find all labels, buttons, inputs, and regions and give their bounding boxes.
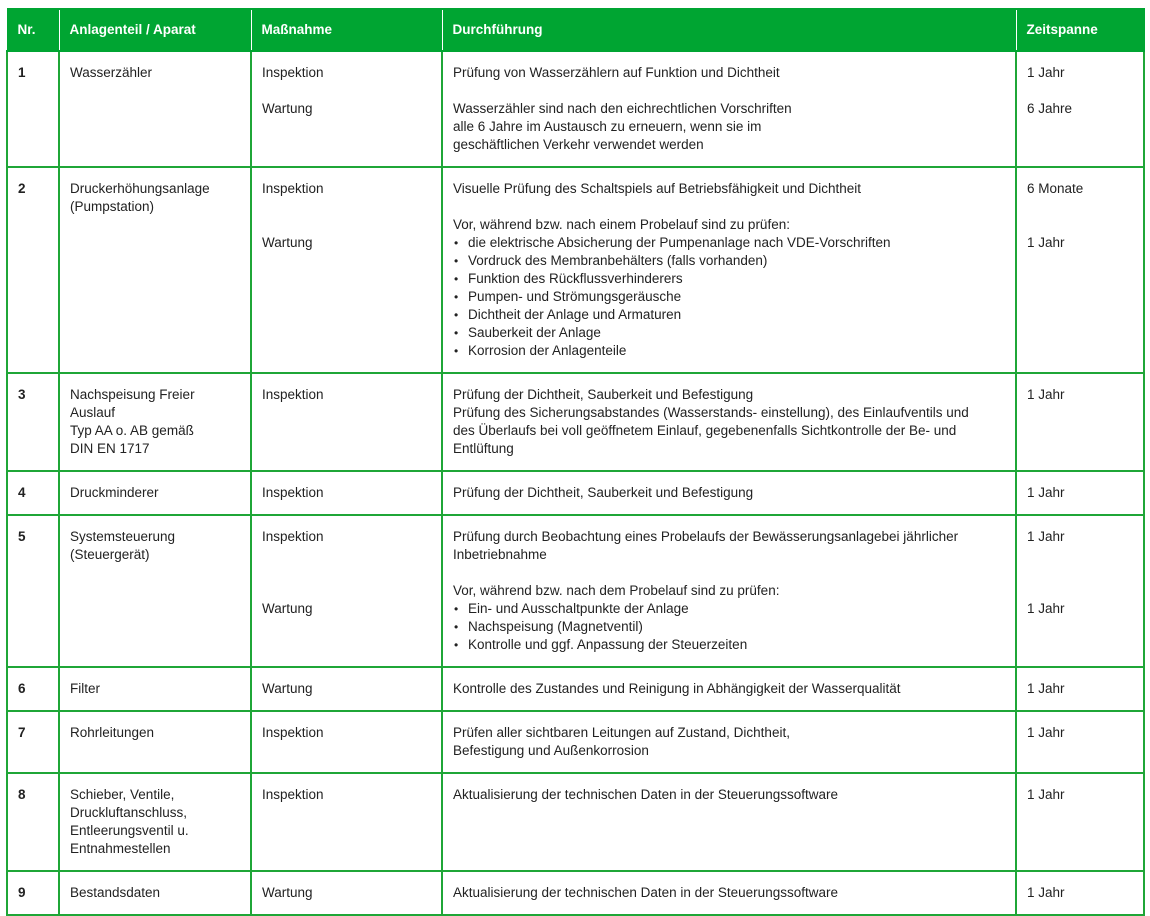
cell-period [1016,471,1144,515]
part-text [70,774,240,870]
cell-execution [442,515,1016,667]
cell-measure [251,373,442,471]
measure-block [262,582,431,654]
cell-execution [442,373,1016,471]
measure-list [262,516,431,666]
bullet-item: • Ein- und Ausschaltpunkte der Anlage [453,600,1005,618]
cell-part [59,773,251,871]
execution-line: Prüfung von Wasserzählern auf Funktion und Dichtheit [453,65,780,80]
bullet-item: • Dichtheit der Anlage und Armaturen [453,306,1005,324]
gap [262,198,431,216]
cell-execution [442,471,1016,515]
part-line: Systemsteuerung [70,529,176,544]
part-text [70,168,240,228]
cell-nr [7,711,59,773]
part-text [70,712,240,754]
period-value: 1 Jahr [1027,681,1065,696]
gap [1027,198,1133,216]
spacer [1027,582,1133,600]
bullet-item: • Kontrolle und ggf. Anpassung der Steuerzeiten [453,636,1005,654]
cell-part [59,51,251,167]
row-number: 8 [18,787,26,802]
execution-block [453,386,1005,458]
measure-list [262,374,431,470]
execution-block [453,724,1005,760]
period-block [1027,386,1133,458]
execution-line: Visuelle Prüfung des Schaltspiels auf Betriebsfähigkeit und Dichtheit [453,181,861,196]
row-number: 5 [18,529,26,544]
execution-line: Prüfen aller sichtbaren Leitungen auf Zustand, Dichtheit, [453,725,790,740]
period-value: 6 Monate [1027,181,1084,196]
period-list [1027,472,1133,514]
period-list [1027,516,1133,666]
table-header [7,9,1144,51]
part-text [70,472,240,514]
cell-measure [251,711,442,773]
cell-part [59,167,251,373]
cell-execution [442,711,1016,773]
cell-execution [442,51,1016,167]
cell-part [59,667,251,711]
part-line: Druckluftanschluss, [70,805,188,820]
bullet-list [453,234,1005,360]
period-list [1027,52,1133,166]
part-line: Typ AA o. AB gemäß [70,423,194,438]
execution-block [453,180,1005,198]
table-row [7,773,1144,871]
cell-nr [7,167,59,373]
measure-list [262,52,431,166]
spacer [262,582,431,600]
measure-label: Inspektion [262,181,324,196]
cell-measure [251,667,442,711]
period-list [1027,168,1133,372]
row-number: 6 [18,681,26,696]
execution-line: geschäftlichen Verkehr verwendet werden [453,137,704,152]
cell-measure [251,773,442,871]
execution-list [453,472,1005,514]
cell-measure [251,515,442,667]
spacer [1027,216,1133,234]
gap [453,198,1005,216]
measure-list [262,472,431,514]
period-block [1027,64,1133,82]
bullet-item: • Nachspeisung (Magnetventil) [453,618,1005,636]
cell-part [59,711,251,773]
cell-measure [251,471,442,515]
execution-line: Prüfung der Dichtheit, Sauberkeit und Befestigung [453,387,754,402]
bullet-item: • Pumpen- und Strömungsgeräusche [453,288,1005,306]
measure-label: Inspektion [262,529,324,544]
cell-part [59,471,251,515]
period-value: 1 Jahr [1027,485,1065,500]
measure-block [262,180,431,198]
execution-list [453,668,1005,710]
period-value: 6 Jahre [1027,101,1073,116]
cell-nr [7,471,59,515]
execution-list [453,872,1005,914]
execution-list [453,374,1005,470]
execution-line: Prüfung durch Beobachtung eines Probelaufs der Bewässerungsanlagebei jährlicher [453,529,959,544]
measure-label: Inspektion [262,65,324,80]
row-number: 1 [18,65,26,80]
execution-block [453,528,1005,564]
gap [453,82,1005,100]
part-text [70,516,240,576]
row-number: 2 [18,181,26,196]
measure-block [262,680,431,698]
bullet-item: • Korrosion der Anlagenteile [453,342,1005,360]
execution-line: des Überlaufs bei voll geöffnetem Einlauf, gegebenenfalls Sichtkontrolle der Be- und [453,423,957,438]
table-row [7,471,1144,515]
cell-period [1016,167,1144,373]
period-value: 1 Jahr [1027,235,1065,250]
measure-label: Wartung [262,885,313,900]
execution-list [453,774,1005,816]
part-line: Auslauf [70,405,116,420]
measure-list [262,774,431,816]
cell-nr [7,667,59,711]
execution-line: Wasserzähler sind nach den eichrechtlichen Vorschriften [453,101,792,116]
part-line: (Steuergerät) [70,547,150,562]
cell-nr [7,515,59,667]
part-line: (Pumpstation) [70,199,155,214]
cell-execution [442,773,1016,871]
table-row [7,711,1144,773]
bullet-item: • Vordruck des Membranbehälters (falls vorhanden) [453,252,1005,270]
measure-list [262,168,431,372]
measure-label: Wartung [262,235,313,250]
header-execution: Durchführung [442,9,1016,51]
period-block [1027,582,1133,654]
execution-line: Befestigung und Außenkorrosion [453,743,649,758]
spacer [262,216,431,234]
part-line: Nachspeisung Freier [70,387,195,402]
measure-label: Inspektion [262,485,324,500]
row-number: 3 [18,387,26,402]
period-value: 1 Jahr [1027,529,1065,544]
header-nr: Nr. [7,9,59,51]
period-block [1027,680,1133,698]
cell-nr [7,373,59,471]
gap [1027,82,1133,100]
execution-line: Aktualisierung der technischen Daten in der Steuerungssoftware [453,787,838,802]
measure-block [262,786,431,804]
cell-measure [251,167,442,373]
execution-block [453,64,1005,82]
cell-nr [7,51,59,167]
measure-block [262,100,431,154]
measure-block [262,724,431,760]
cell-part [59,515,251,667]
bullet-item: • Sauberkeit der Anlage [453,324,1005,342]
cell-execution [442,667,1016,711]
part-line: Bestandsdaten [70,885,161,900]
measure-list [262,872,431,914]
measure-label: Inspektion [262,787,324,802]
cell-period [1016,773,1144,871]
period-list [1027,712,1133,772]
table-row [7,51,1144,167]
execution-block [453,100,1005,154]
part-line: Entnahmestellen [70,841,171,856]
measure-block [262,386,431,458]
part-line: Filter [70,681,100,696]
execution-list [453,712,1005,772]
bullet-list [453,600,1005,654]
period-value: 1 Jahr [1027,601,1065,616]
measure-list [262,668,431,710]
cell-period [1016,373,1144,471]
execution-line: Entlüftung [453,441,514,456]
gap [453,564,1005,582]
bullet-item: • Funktion des Rückflussverhinderers [453,270,1005,288]
execution-intro: Vor, während bzw. nach einem Probelauf sind zu prüfen: [453,217,790,232]
period-block [1027,786,1133,804]
execution-block [453,680,1005,698]
period-list [1027,872,1133,914]
measure-block [262,216,431,360]
execution-block [453,216,1005,360]
cell-period [1016,711,1144,773]
part-text [70,872,240,914]
execution-block [453,582,1005,654]
cell-period [1016,871,1144,915]
bullet-item: • die elektrische Absicherung der Pumpenanlage nach VDE-Vorschriften [453,234,1005,252]
table-row [7,373,1144,471]
part-line: Wasserzähler [70,65,153,80]
period-block [1027,216,1133,360]
execution-block [453,786,1005,804]
period-value: 1 Jahr [1027,725,1065,740]
cell-period [1016,667,1144,711]
table-row [7,515,1144,667]
period-value: 1 Jahr [1027,65,1065,80]
cell-measure [251,51,442,167]
period-value: 1 Jahr [1027,387,1065,402]
part-line: Druckerhöhungsanlage [70,181,210,196]
part-line: DIN EN 1717 [70,441,150,456]
part-line: Rohrleitungen [70,725,155,740]
period-list [1027,374,1133,470]
cell-nr [7,871,59,915]
header-row [7,9,1144,51]
measure-label: Wartung [262,101,313,116]
execution-list [453,516,1005,666]
period-list [1027,774,1133,816]
execution-line: alle 6 Jahre im Austausch zu erneuern, wenn sie im [453,119,762,134]
row-number: 9 [18,885,26,900]
measure-label: Wartung [262,601,313,616]
cell-part [59,373,251,471]
measure-block [262,528,431,564]
header-measure: Maßnahme [251,9,442,51]
cell-execution [442,167,1016,373]
measure-label: Inspektion [262,725,324,740]
measure-label: Inspektion [262,387,324,402]
cell-measure [251,871,442,915]
part-line: Druckminderer [70,485,159,500]
part-text [70,668,240,710]
cell-period [1016,515,1144,667]
cell-nr [7,773,59,871]
gap [262,564,431,582]
measure-list [262,712,431,772]
table-row [7,667,1144,711]
execution-line: Prüfung der Dichtheit, Sauberkeit und Befestigung [453,485,754,500]
period-block [1027,528,1133,564]
cell-execution [442,871,1016,915]
execution-list [453,168,1005,372]
period-value: 1 Jahr [1027,787,1065,802]
cell-period [1016,51,1144,167]
header-part: Anlagenteil / Aparat [59,9,251,51]
table-body [7,51,1144,915]
execution-list [453,52,1005,166]
measure-label: Wartung [262,681,313,696]
measure-block [262,484,431,502]
period-block [1027,180,1133,198]
period-block [1027,100,1133,154]
row-number: 4 [18,485,26,500]
period-list [1027,668,1133,710]
execution-line: Kontrolle des Zustandes und Reinigung in Abhängigkeit der Wasserqualität [453,681,901,696]
row-number: 7 [18,725,26,740]
execution-line: Aktualisierung der technischen Daten in der Steuerungssoftware [453,885,838,900]
period-block [1027,484,1133,502]
part-line: Schieber, Ventile, [70,787,175,802]
header-period: Zeitspanne [1016,9,1144,51]
execution-intro: Vor, während bzw. nach dem Probelauf sind zu prüfen: [453,583,780,598]
period-value: 1 Jahr [1027,885,1065,900]
execution-block [453,484,1005,502]
execution-line: Inbetriebnahme [453,547,547,562]
part-text [70,374,240,470]
cell-part [59,871,251,915]
maintenance-table [6,8,1145,916]
part-line: Entleerungsventil u. [70,823,189,838]
execution-line: Prüfung des Sicherungsabstandes (Wasserstands- einstellung), des Einlaufventils und [453,405,969,420]
gap [262,82,431,100]
table-row [7,871,1144,915]
gap [1027,564,1133,582]
period-block [1027,724,1133,760]
table-row [7,167,1144,373]
part-text [70,52,240,94]
measure-block [262,64,431,82]
